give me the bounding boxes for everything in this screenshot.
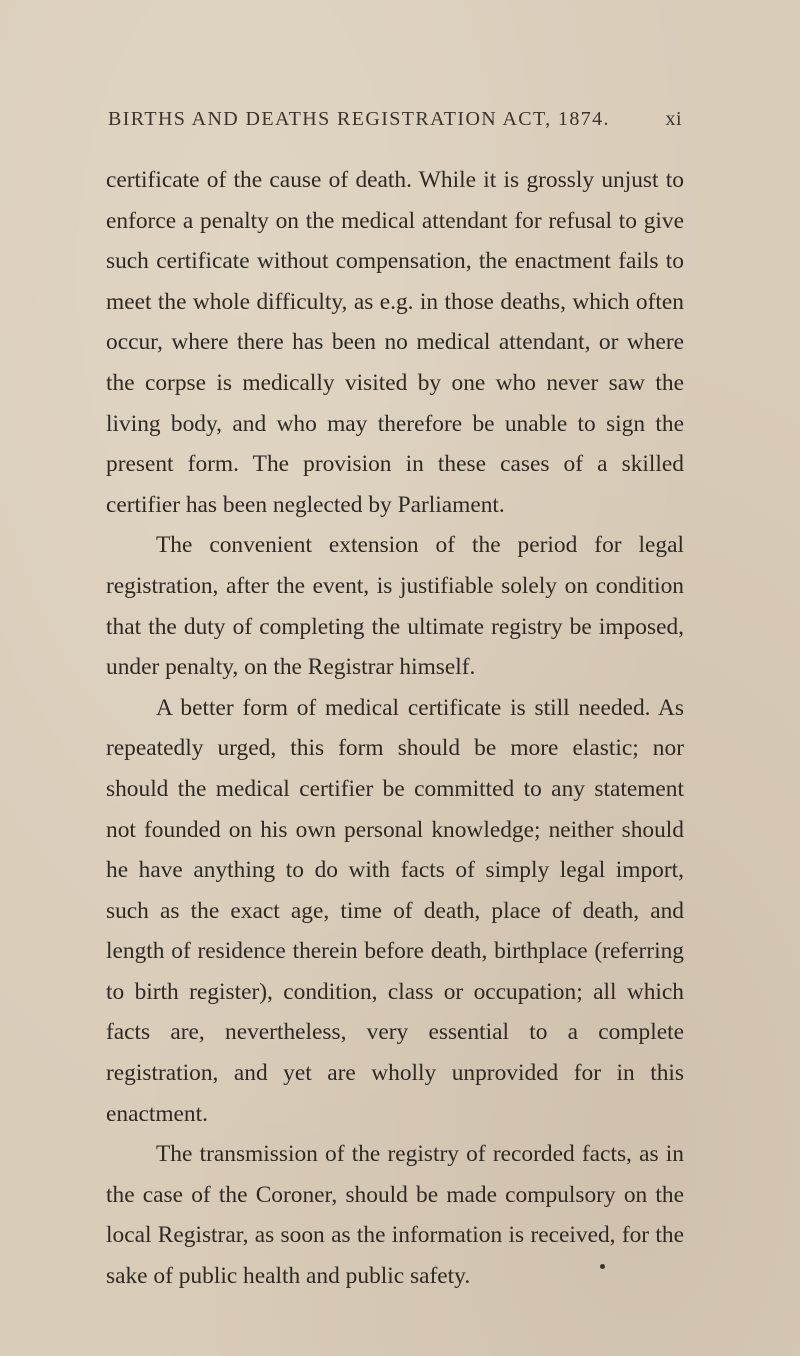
paper-speck: [600, 1264, 605, 1269]
running-head: [108, 108, 682, 142]
paragraph-1: certificate of the cause of death. While it is grossly unjust to enforce a penalty on the medical attendant for refusal to give such certificate without compensation, the enactment fails to meet the whole difficulty, as e.g. in those deaths, which often occur, where there has been no medical attendant, or where the corpse is medically visited by one who never saw the living body, and who may therefore be unable to sign the present form. The provision in these cases of a skilled certifier has been neglected by Parliament.: [106, 167, 684, 518]
body-text: [106, 160, 684, 1297]
paragraph-4: The transmission of the registry of recorded facts, as in the case of the Coroner, should be made compulsory on the local Registrar, as soon as the information is received, for the sake of public health and public safety.: [106, 1141, 684, 1290]
paragraph-2: The convenient extension of the period for legal registration, after the event, is justifiable solely on condition that the duty of completing the ultimate registry be imposed, under penalty, on the Registrar himself.: [106, 532, 684, 681]
running-title: BIRTHS AND DEATHS REGISTRATION ACT, 1874.: [108, 108, 610, 130]
paragraph-3: A better form of medical certificate is still needed. As repeatedly urged, this form should be more elastic; nor should the medical certifier be committed to any statement not founded on his own personal knowledge; neither should he have anything to do with facts of simply legal import, such as the exact age, time of death, place of death, and length of residence therein before death, birthplace (referring to birth register), condition, class or occupation; all which facts are, nevertheless, very essential to a complete registration, and yet are wholly unprovided for in this enactment.: [106, 694, 684, 1127]
page-number: xi: [665, 108, 682, 130]
